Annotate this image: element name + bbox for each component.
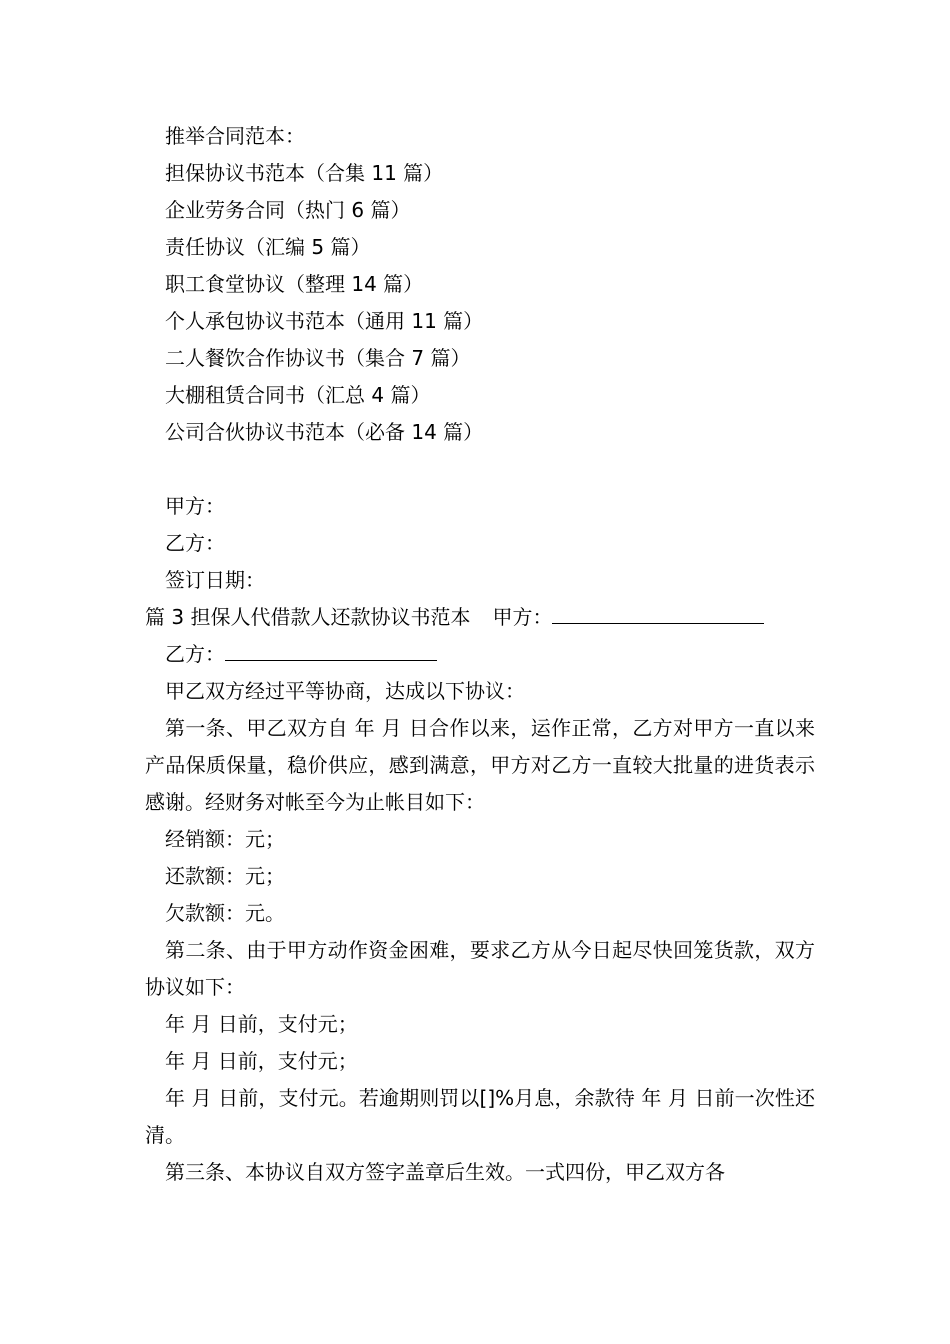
recommend-heading: 推举合同范本：	[165, 124, 305, 148]
party-b-line	[145, 636, 815, 673]
amount-sales: 经销额：元；	[165, 827, 285, 851]
recommend-item[interactable]: 个人承包协议书范本（通用 11 篇）	[165, 309, 484, 333]
recommend-item[interactable]: 责任协议（汇编 5 篇）	[165, 235, 371, 259]
payment-2: 年 月 日前，支付元；	[165, 1049, 358, 1073]
intro-paragraph: 甲乙双方经过平等协商，达成以下协议：	[165, 679, 525, 703]
recommend-item[interactable]: 二人餐饮合作协议书（集合 7 篇）	[165, 346, 471, 370]
signature-party-b: 乙方：	[165, 531, 225, 555]
party-a-label: 甲方：	[492, 605, 553, 629]
amount-repaid: 还款额：元；	[165, 864, 285, 888]
payment-3: 年 月 日前，支付元。若逾期则罚以[]%月息，余款待 年 月 日前一次性还清。	[145, 1086, 815, 1147]
payment-1: 年 月 日前，支付元；	[165, 1012, 358, 1036]
party-b-blank	[225, 638, 437, 661]
signature-party-a: 甲方：	[165, 494, 225, 518]
clause-3: 第三条、本协议自双方签字盖章后生效。一式四份，甲乙双方各	[165, 1160, 725, 1184]
clause-1: 第一条、甲乙双方自 年 月 日合作以来，运作正常，乙方对甲方一直以来产品保质保量，稳价供应，感到满意，甲方对乙方一直较大批量的进货表示感谢。经财务对帐至今为止帐目如下：	[145, 716, 815, 814]
signature-date: 签订日期：	[165, 568, 265, 592]
recommend-item[interactable]: 职工食堂协议（整理 14 篇）	[165, 272, 424, 296]
clause-2: 第二条、由于甲方动作资金困难，要求乙方从今日起尽快回笼货款，双方协议如下：	[145, 938, 815, 999]
article-title: 篇 3 担保人代借款人还款协议书范本	[145, 605, 471, 629]
recommend-item[interactable]: 大棚租赁合同书（汇总 4 篇）	[165, 383, 431, 407]
article-title-line	[145, 599, 815, 636]
recommend-item[interactable]: 担保协议书范本（合集 11 篇）	[165, 161, 444, 185]
party-a-blank	[552, 601, 764, 624]
recommend-item[interactable]: 公司合伙协议书范本（必备 14 篇）	[165, 420, 484, 444]
recommend-item[interactable]: 企业劳务合同（热门 6 篇）	[165, 198, 411, 222]
blank-line	[145, 451, 815, 488]
document-body	[145, 118, 815, 1191]
amount-owed: 欠款额：元。	[165, 901, 285, 925]
party-b-label: 乙方：	[165, 642, 225, 666]
